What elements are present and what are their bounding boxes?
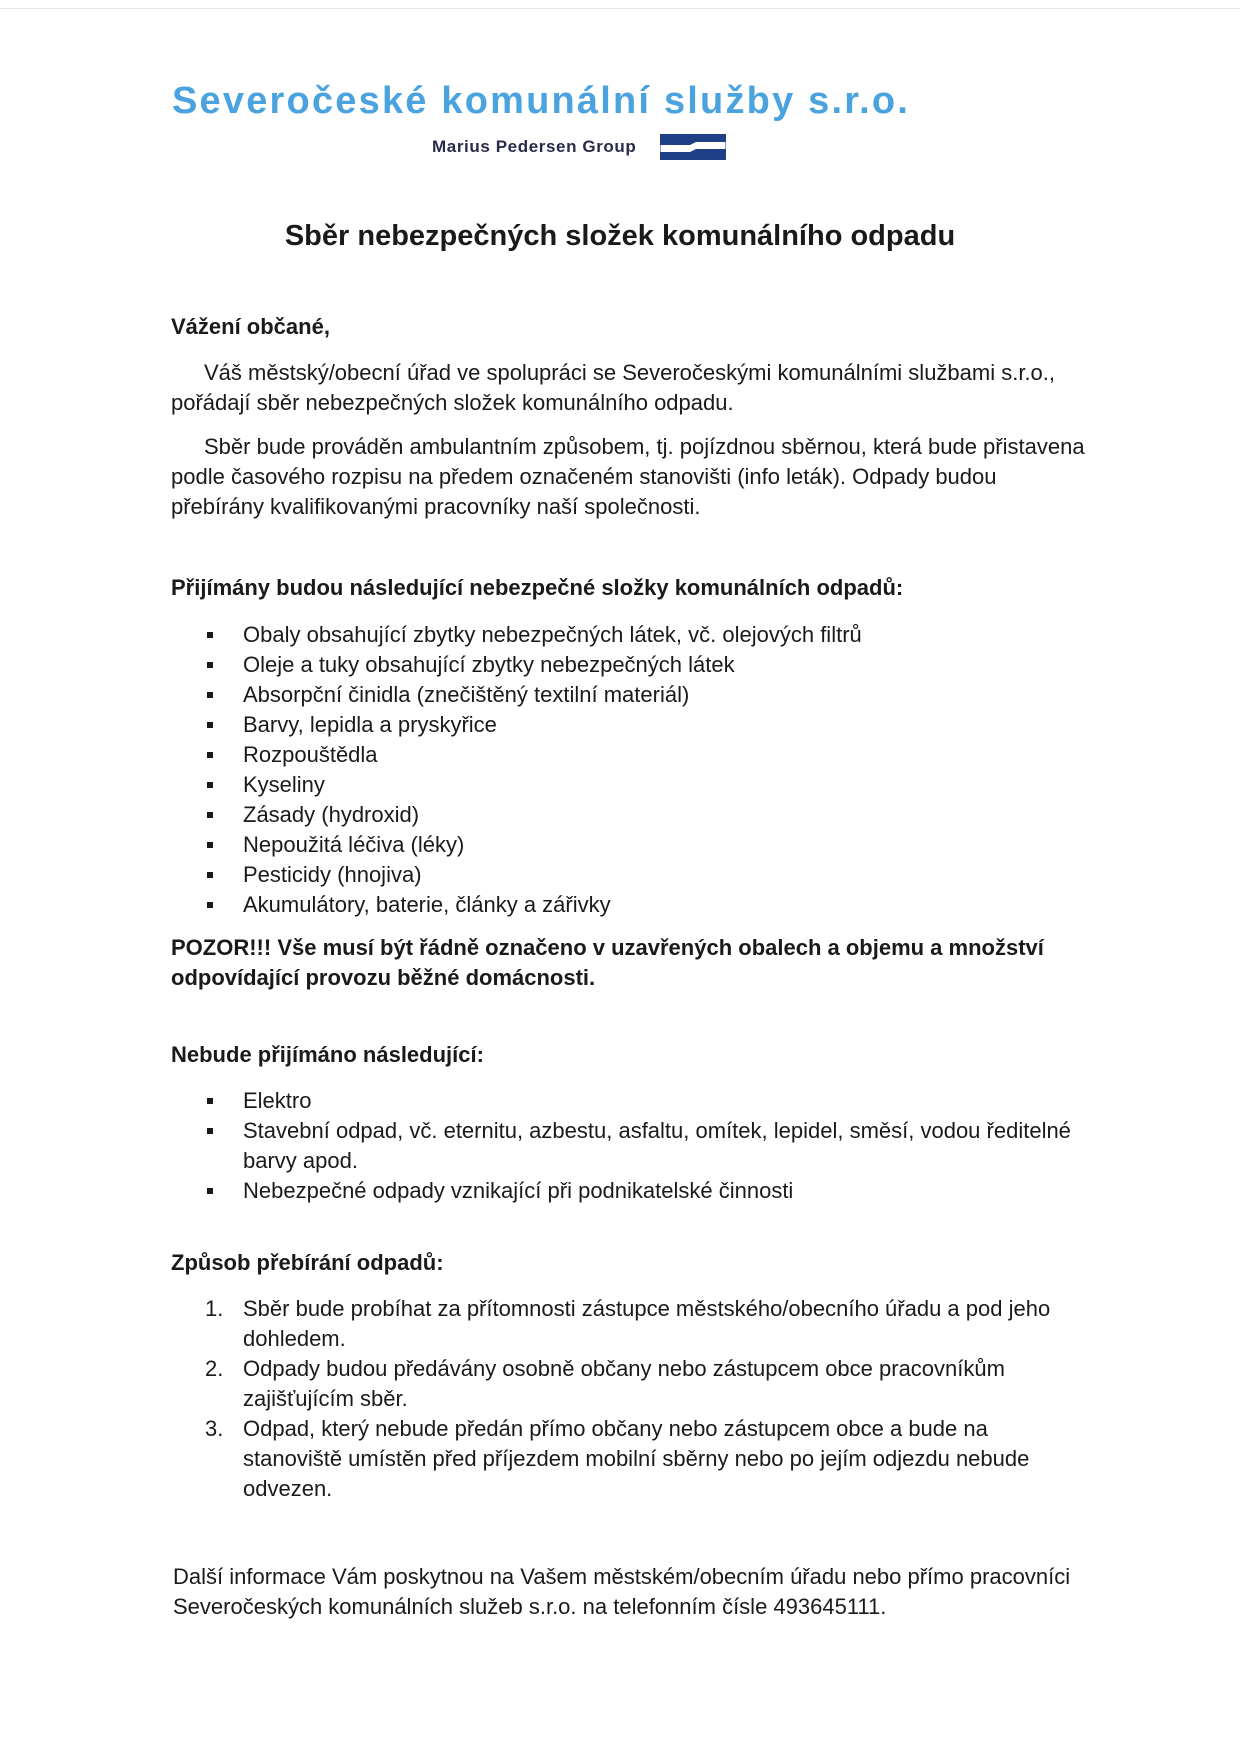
step-item <box>205 1414 1085 1504</box>
list-item-text: Stavební odpad, vč. eternitu, azbestu, asfaltu, omítek, lepidel, směsí, vodou ředitelné barvy apod. <box>243 1118 1071 1173</box>
not-accepted-list <box>205 1086 1085 1206</box>
page-top-edge <box>0 8 1240 9</box>
group-name: Marius Pedersen Group <box>432 137 637 156</box>
bullet-icon <box>207 872 213 878</box>
list-item <box>205 800 1085 830</box>
step-number: 2. <box>205 1356 224 1381</box>
list-item <box>205 650 1085 680</box>
step-text: Odpady budou předávány osobně občany nebo zástupcem obce pracovníkům zajišťujícím sběr. <box>243 1356 1005 1411</box>
bullet-icon <box>207 902 213 908</box>
page-title: Sběr nebezpečných složek komunálního odpadu <box>284 220 956 252</box>
company-logo <box>172 80 1072 156</box>
list-item <box>205 770 1085 800</box>
bullet-icon <box>207 782 213 788</box>
list-item-text: Absorpční činidla (znečištěný textilní materiál) <box>243 682 690 707</box>
step-item <box>205 1294 1085 1354</box>
bullet-icon <box>207 1188 213 1194</box>
list-item <box>205 1086 1085 1116</box>
bullet-icon <box>207 752 213 758</box>
bullet-icon <box>207 1098 213 1104</box>
bullet-icon <box>207 842 213 848</box>
list-item-text: Zásady (hydroxid) <box>243 802 420 827</box>
step-item <box>205 1354 1085 1414</box>
list-item-text: Rozpouštědla <box>243 742 378 767</box>
list-item <box>205 620 1085 650</box>
list-item-text: Obaly obsahující zbytky nebezpečných látek, vč. olejových filtrů <box>243 622 862 647</box>
group-line <box>432 134 726 160</box>
list-item-text: Akumulátory, baterie, články a zářivky <box>243 892 611 917</box>
not-accepted-heading: Nebude přijímáno následující: <box>171 1042 484 1067</box>
list-item <box>205 860 1085 890</box>
accepted-list <box>205 620 1085 920</box>
bullet-icon <box>207 632 213 638</box>
list-item-text: Oleje a tuky obsahující zbytky nebezpečných látek <box>243 652 735 677</box>
accepted-heading: Přijímány budou následující nebezpečné složky komunálních odpadů: <box>171 575 904 600</box>
bullet-icon <box>207 1128 213 1134</box>
collection-paragraph: Sběr bude prováděn ambulantním způsobem, tj. pojízdnou sběrnou, která bude přistavena podle časového rozpisu na předem označeném stanovišti (info leták). Odpady budou přebírány kvalifikovanými pracovníky naší společnosti. <box>171 434 1085 519</box>
list-item <box>205 710 1085 740</box>
bullet-icon <box>207 812 213 818</box>
list-item <box>205 830 1085 860</box>
marius-pedersen-flag-icon <box>660 134 726 160</box>
list-item <box>205 740 1085 770</box>
list-item-text: Pesticidy (hnojiva) <box>243 862 422 887</box>
step-text: Sběr bude probíhat za přítomnosti zástupce městského/obecního úřadu a pod jeho dohledem. <box>243 1296 1051 1351</box>
method-heading: Způsob přebírání odpadů: <box>171 1250 444 1275</box>
footer-contact: Další informace Vám poskytnou na Vašem městském/obecním úřadu nebo přímo pracovníci Severočeských komunálních služeb s.r.o. na telefonním čísle 493645111. <box>173 1564 1071 1619</box>
bullet-icon <box>207 692 213 698</box>
bullet-icon <box>207 722 213 728</box>
list-item-text: Nebezpečné odpady vznikající při podnikatelské činnosti <box>243 1178 794 1203</box>
list-item <box>205 890 1085 920</box>
greeting: Vážení občané, <box>171 314 330 339</box>
warning-notice: POZOR!!! Vše musí být řádně označeno v uzavřených obalech a objemu a množství odpovídající provozu běžné domácnosti. <box>171 935 1044 990</box>
list-item <box>205 1176 1085 1206</box>
company-name: Severočeské komunální služby s.r.o. <box>172 80 911 122</box>
step-number: 3. <box>205 1416 224 1441</box>
list-item-text: Elektro <box>243 1088 312 1113</box>
bullet-icon <box>207 662 213 668</box>
list-item-text: Barvy, lepidla a pryskyřice <box>243 712 497 737</box>
list-item <box>205 1116 1085 1176</box>
step-number: 1. <box>205 1296 224 1321</box>
intro-paragraph: Váš městský/obecní úřad ve spolupráci se Severočeskými komunálními službami s.r.o., pořádají sběr nebezpečných složek komunálního odpadu. <box>171 360 1056 415</box>
step-text: Odpad, který nebude předán přímo občany nebo zástupcem obce a bude na stanoviště umístěn před příjezdem mobilní sběrny nebo po jejím odjezdu nebude odvezen. <box>243 1416 1030 1501</box>
list-item-text: Nepoužitá léčiva (léky) <box>243 832 465 857</box>
method-steps <box>205 1294 1085 1504</box>
list-item-text: Kyseliny <box>243 772 325 797</box>
list-item <box>205 680 1085 710</box>
